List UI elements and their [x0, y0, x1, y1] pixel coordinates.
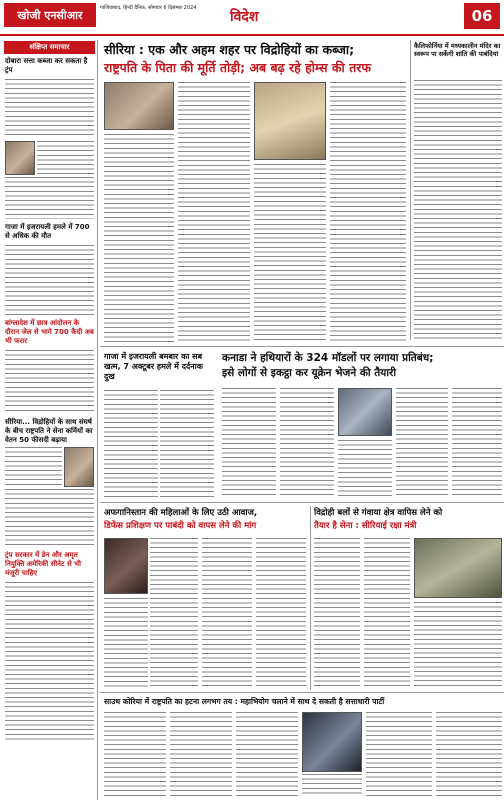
syria2-text-2: [364, 538, 410, 688]
afghan-headline-1: अफगानिस्तान की महिलाओं के लिए उठी आवाज,: [104, 508, 258, 518]
section-title: विदेश: [230, 8, 259, 25]
brief-news-tag: संक्षिप्त समाचार: [4, 41, 95, 54]
korea-text-5: [366, 712, 432, 796]
korea-text-6: [436, 712, 502, 796]
korea-text-4: [302, 774, 362, 796]
brief-text-1b: [37, 141, 94, 175]
right-column-rule: [410, 40, 411, 340]
brief-headline-3: बांग्लादेश में छात्र आंदोलन के दौरान जेल से भागे 700 कैदी अब भी फरार: [5, 319, 94, 345]
brief-text-2: [5, 245, 94, 315]
page-number: 06: [464, 3, 500, 29]
lead-headline-1: सीरिया : एक और अहम शहर पर विद्रोहियों का कब्जा;: [104, 42, 355, 57]
brief-text-3: [5, 350, 94, 414]
canada-headline-1: कनाडा ने हथियारों के 324 मॉडलों पर लगाया प्रतिबंध;: [222, 352, 434, 364]
canada-headline-2: इसे लोगों से इकट्ठा कर यूक्रेन भेजने की तैयारी: [222, 367, 397, 379]
brief-text-1: [5, 79, 94, 139]
brief-headline-5: ट्रंप सरकार में डेन और अमृत नियुक्ति अमेरिकी सीनेट से भी मंजूरी चाहिए: [5, 551, 81, 577]
right-top-text: [414, 80, 502, 342]
brief-text-5: [5, 582, 94, 742]
lead-text-col1: [104, 134, 174, 342]
afghan-text-2: [104, 598, 148, 688]
brief-headline-2: गाजा में इजरायली हमले में 700 से अधिक की मौत: [5, 223, 90, 240]
lead-text-col4: [330, 82, 406, 342]
divider-3: [100, 692, 504, 693]
lead-text-col3: [254, 164, 326, 342]
afghan-photo: [104, 538, 148, 594]
canada-text-1: [222, 388, 276, 498]
syria2-text-3: [414, 602, 502, 688]
syria2-headline-1: विद्रोही बलों से गंवाया क्षेत्र वापिस लेने को: [314, 508, 443, 518]
afghan-text-1: [150, 538, 198, 688]
korea-text-3: [236, 712, 298, 796]
brief-text-1c: [5, 177, 94, 219]
canada-text-4: [396, 388, 448, 498]
masthead: [0, 0, 504, 36]
korea-text-2: [170, 712, 232, 796]
lead-photo-1: [104, 82, 174, 130]
brief-text-4: [5, 447, 62, 487]
brief-headline-4: सीरिया... विद्रोहियों के साथ संघर्ष के बीच राष्ट्रपति ने सेना कर्मियों का वेतन 50 फीसदी बढ़ाया: [5, 418, 93, 444]
canada-photo: [338, 388, 392, 436]
brief-photo-1: [5, 141, 35, 175]
gaza-text-1: [104, 390, 158, 498]
lead-photo-2: [254, 82, 326, 160]
divider-2: [100, 502, 504, 503]
lead-headline-2: राष्ट्रपति के पिता की मूर्ति तोड़ी; अब बढ़ रहे होम्स की तरफ: [104, 60, 371, 75]
brief-headline-1: दोबारा सत्ता कब्जा कर सकता है ट्रंप: [5, 57, 88, 74]
right-top-headline: कैलिफोर्निया में मध्यकालीन मंदिर का स्वरूप पा सकेंगी शांति की पाबंदियां: [414, 42, 501, 58]
syria2-headline-2: तैयार है सेना : सीरियाई रक्षा मंत्री: [314, 521, 417, 531]
left-column: [2, 40, 98, 800]
brief-photo-2: [64, 447, 94, 487]
divider-vertical: [310, 506, 311, 690]
canada-text-5: [452, 388, 502, 498]
korea-text-1: [104, 712, 166, 796]
canada-text-2: [280, 388, 334, 498]
brief-text-4b: [5, 489, 94, 547]
gaza-headline: गाजा में इजरायली बमबार का सब खत्म, 7 अक्टूबर हमले में दर्दनाक दुख: [104, 352, 203, 381]
dateline: गाजियाबाद, हिन्दी दैनिक, सोमवार 6 दिसम्बर 2024: [100, 5, 197, 11]
brand-logo: खोजी एनसीआर: [4, 3, 96, 27]
afghan-headline-2: डिफेंस प्रशिक्षण पर पाबंदी को वापस लेने की मांग: [104, 521, 257, 531]
syria2-text-1: [314, 538, 360, 688]
divider-1: [100, 346, 504, 347]
gaza-text-2: [160, 390, 214, 498]
afghan-text-4: [256, 538, 306, 688]
afghan-text-3: [202, 538, 252, 688]
syria2-photo: [414, 538, 502, 598]
korea-photo: [302, 712, 362, 772]
canada-text-3: [338, 440, 392, 498]
lead-text-col2: [178, 82, 250, 342]
korea-headline: साउथ कोरिया में राष्ट्रपति का हटना लगभग तय : महाभियोग चलाने में साथ दे सकती है सत्ताधारी पार्टी: [104, 697, 385, 706]
